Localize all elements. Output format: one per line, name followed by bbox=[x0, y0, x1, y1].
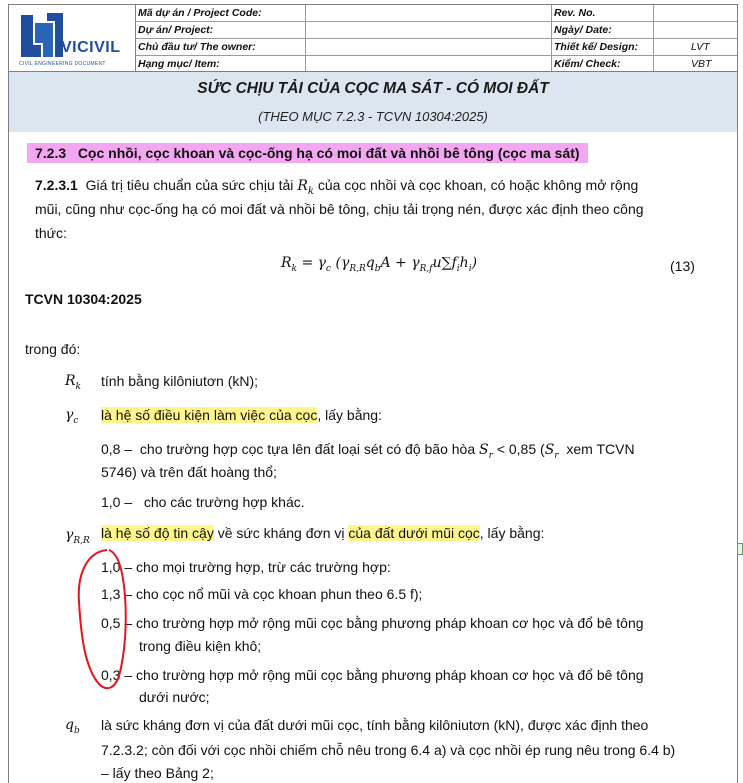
source-reference: TCVN 10304:2025 bbox=[25, 291, 142, 307]
document-header bbox=[8, 4, 738, 72]
gc-highlight: là hệ số điều kiện làm việc của cọc bbox=[101, 407, 318, 423]
rk-definition: tính bằng kilôniutơn (kN); bbox=[101, 373, 259, 389]
clause-text-a: Giá trị tiêu chuẩn của sức chịu tải bbox=[85, 177, 294, 193]
gc-08-value: 0,8 – bbox=[101, 441, 133, 457]
gc-rest: , lấy bằng: bbox=[317, 407, 382, 423]
resize-handle[interactable] bbox=[737, 543, 743, 555]
rev-label: Rev. No. bbox=[554, 7, 596, 19]
grr-highlight-2: của đất dưới mũi cọc bbox=[348, 525, 480, 541]
grr-item-3 bbox=[101, 614, 644, 632]
gc-08-text-a: cho trường hợp cọc tựa lên đất loại sét có độ bão hòa bbox=[139, 441, 476, 457]
design-label: Thiết kế/ Design: bbox=[554, 41, 639, 53]
clause-number: 7.2.3.1 bbox=[35, 177, 78, 193]
qb-definition-2: 7.2.3.2; còn đối với cọc nhồi chiếm chỗ nêu trong 6.4 a) và cọc nhồi ép rung nêu trong 6.4 b) bbox=[101, 742, 676, 758]
clause-text-b: của cọc nhồi và cọc khoan, có hoặc không mở rộng bbox=[317, 177, 639, 193]
document-body bbox=[8, 132, 738, 783]
logo bbox=[9, 5, 136, 71]
grr-item-3-line-2: trong điều kiện khô; bbox=[139, 638, 262, 654]
grr-item-4 bbox=[101, 666, 644, 684]
section-title: Cọc nhồi, cọc khoan và cọc-ống hạ có moi đất và nhồi bê tông (cọc ma sát) bbox=[77, 145, 580, 161]
qb-definition-1: là sức kháng đơn vị của đất dưới mũi cọc, tính bằng kilôniutơn (kN), được xác định theo bbox=[101, 717, 649, 733]
rk-symbol: $R_k$ bbox=[297, 178, 314, 197]
gc-10-value: 1,0 – bbox=[101, 494, 133, 510]
red-annotation-mark bbox=[69, 544, 139, 694]
design-value: LVT bbox=[691, 41, 710, 53]
qb-def-symbol: $q_b$ bbox=[65, 717, 80, 736]
grr-item-2-value: 1,3 bbox=[101, 586, 121, 602]
page-title: SỨC CHỊU TẢI CỦA CỌC MA SÁT - CÓ MOI ĐẤT bbox=[197, 80, 549, 97]
date-label: Ngày/ Date: bbox=[554, 24, 612, 36]
page-subtitle: (THEO MỤC 7.2.3 - TCVN 10304:2025) bbox=[258, 109, 488, 124]
grr-definition bbox=[101, 524, 544, 542]
gc-10-line bbox=[101, 493, 305, 511]
grr-rest: , lấy bằng: bbox=[479, 525, 545, 541]
section-heading bbox=[27, 144, 588, 162]
item-label: Hạng mục/ Item: bbox=[138, 58, 220, 70]
gc-08-text-b: < 0,85 ( bbox=[496, 441, 545, 457]
grr-mid: về sức kháng đơn vị bbox=[213, 525, 349, 541]
qb-definition-3: – lấy theo Bảng 2; bbox=[101, 765, 214, 781]
where-label: trong đó: bbox=[25, 341, 81, 357]
grr-item-4-text: – cho trường hợp mở rộng mũi cọc bằng phương pháp khoan cơ học và đổ bê tông bbox=[124, 667, 644, 683]
gc-definition bbox=[101, 406, 382, 424]
gc-def-symbol: $\gamma_c$ bbox=[65, 407, 79, 426]
grr-item-3-text: – cho trường hợp mở rộng mũi cọc bằng phương pháp khoan cơ học và đổ bê tông bbox=[124, 615, 644, 631]
section-number: 7.2.3 bbox=[35, 145, 67, 161]
brand-name: VICIVIL bbox=[61, 39, 121, 56]
check-label: Kiểm/ Check: bbox=[554, 58, 621, 70]
grr-def-symbol: $\gamma_{R,R}$ bbox=[65, 527, 90, 546]
grr-item-1-value: 1,0 bbox=[101, 559, 121, 575]
grr-item-2-text: – cho cọc nổ mũi và cọc khoan phun theo 6.5 f); bbox=[124, 586, 423, 602]
gc-08-line: 0,8 – cho trường hợp cọc tựa lên đất loại sét có độ bão hòa $S_r < 0,85$ ($S_r$ xem TCVN bbox=[101, 441, 635, 461]
project-code-label: Mã dự án / Project Code: bbox=[138, 7, 262, 19]
title-band bbox=[8, 72, 738, 132]
clause-line-3: thức: bbox=[35, 225, 67, 241]
rk-def-symbol: $R_k$ bbox=[65, 373, 82, 392]
gc-08-line-2: 5746) và trên đất hoàng thổ; bbox=[101, 464, 277, 480]
grr-item-4-value: 0,3 bbox=[101, 667, 121, 683]
grr-item-1 bbox=[101, 558, 391, 576]
formula: $R_k = \gamma_c$ $(\gamma_{R,R}q_bA + \gamma_{R,f}u\sum f_ih_i)$ bbox=[281, 255, 478, 274]
grr-item-2 bbox=[101, 585, 422, 603]
clause-line-2: mũi, cũng như cọc-ống hạ có moi đất và nhồi bê tông, chịu tải trọng nén, được xác định theo công bbox=[35, 201, 644, 217]
grr-item-3-value: 0,5 bbox=[101, 615, 121, 631]
clause-line-1 bbox=[35, 176, 638, 201]
owner-label: Chủ đầu tư/ The owner: bbox=[138, 41, 256, 53]
grr-item-1-text: – cho mọi trường hợp, trừ các trường hợp: bbox=[124, 559, 391, 575]
project-label: Dự án/ Project: bbox=[138, 24, 214, 36]
brand-tagline: CIVIL ENGINEERING DOCUMENT bbox=[19, 61, 106, 67]
gc-10-text: cho các trường hợp khác. bbox=[143, 494, 305, 510]
gc-08-text-c: xem TCVN bbox=[566, 441, 635, 457]
check-value: VBT bbox=[691, 58, 712, 70]
formula-number: (13) bbox=[670, 258, 695, 274]
grr-item-4-line-2: dưới nước; bbox=[139, 689, 210, 705]
grr-highlight-1: là hệ số độ tin cậy bbox=[101, 525, 214, 541]
